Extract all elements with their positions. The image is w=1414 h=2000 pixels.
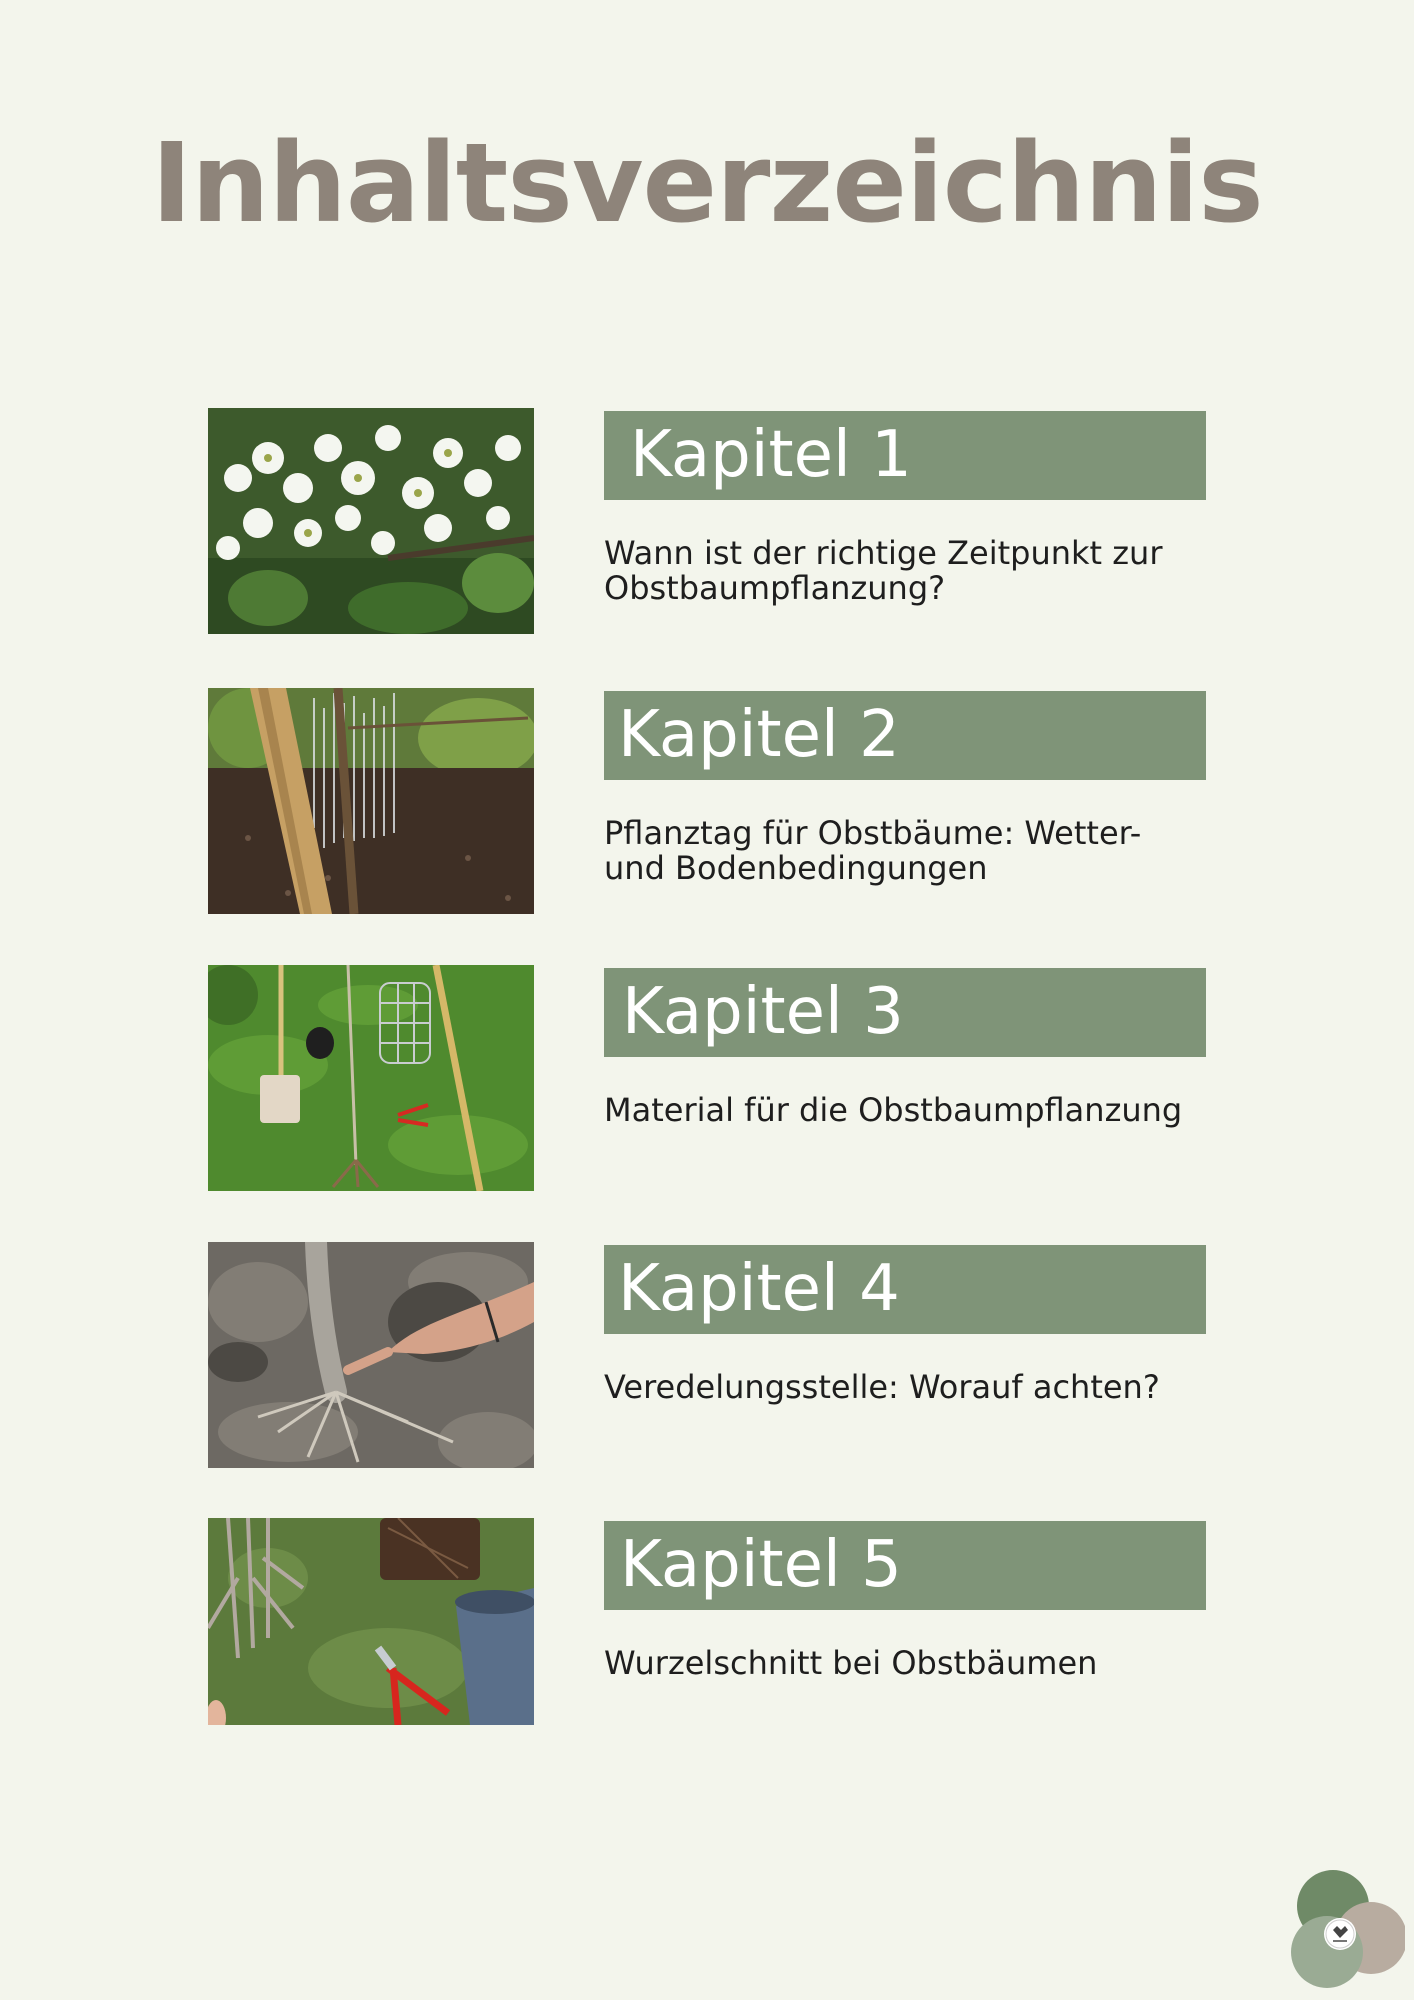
toc-entry-4[interactable] (208, 1242, 1206, 1468)
toc-entry-1[interactable] (208, 408, 1206, 634)
toc-entry-5[interactable] (208, 1518, 1206, 1744)
grafting-point-roots-photo (208, 1242, 534, 1468)
page-title: Inhaltsverzeichnis (151, 119, 1263, 247)
brand-logo-icon (1285, 1868, 1405, 1988)
chapter-1-label[interactable]: Kapitel 1 (604, 411, 1206, 500)
chapter-5-description: Wurzelschnitt bei Obstbäumen (604, 1644, 1098, 1682)
chapter-3-description: Material für die Obstbaumpflanzung (604, 1091, 1183, 1129)
toc-entry-3[interactable] (208, 965, 1206, 1191)
chapter-1-description: Wann ist der richtige Zeitpunkt zur Obstbaumpflanzung? (604, 534, 1163, 607)
chapter-5-label[interactable]: Kapitel 5 (604, 1521, 1206, 1610)
chapter-2-label[interactable]: Kapitel 2 (604, 691, 1206, 780)
chapter-4-label[interactable]: Kapitel 4 (604, 1245, 1206, 1334)
root-pruning-shears-photo (208, 1518, 534, 1725)
chapter-3-label[interactable]: Kapitel 3 (604, 968, 1206, 1057)
planting-tools-on-lawn-photo (208, 965, 534, 1191)
toc-entry-2[interactable] (208, 688, 1206, 914)
chapter-2-description: Pflanztag für Obstbäume: Wetter- und Bodenbedingungen (604, 814, 1142, 887)
pear-blossoms-photo (208, 408, 534, 634)
watering-young-tree-photo (208, 688, 534, 914)
chapter-4-description: Veredelungsstelle: Worauf achten? (604, 1368, 1160, 1406)
